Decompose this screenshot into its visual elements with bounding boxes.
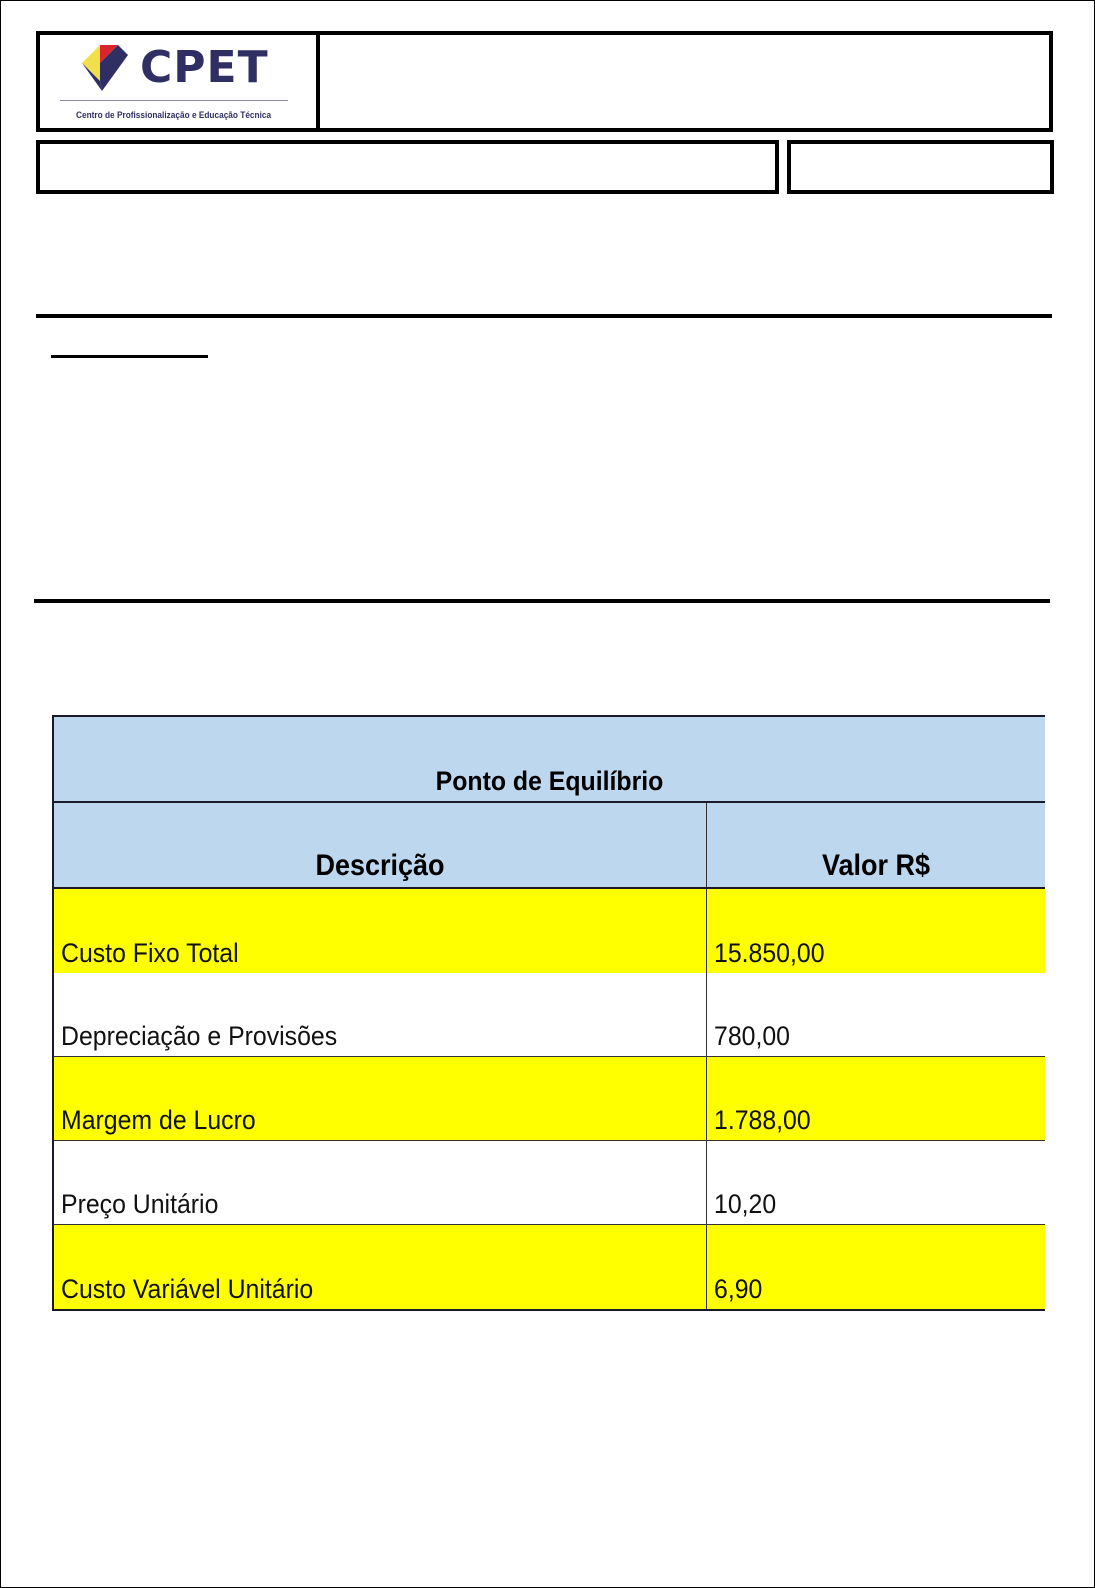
- column-header-label: Valor R$: [821, 849, 931, 882]
- info-box-left: [36, 140, 779, 194]
- header-box: [36, 31, 1053, 132]
- section-divider-bottom: [34, 599, 1050, 603]
- row-value: 1.788,00: [714, 1105, 811, 1135]
- row-value-cell: [707, 1225, 1045, 1309]
- row-label-cell: [54, 1057, 707, 1140]
- table-row: [54, 1141, 1045, 1225]
- row-value-cell: [707, 889, 1045, 973]
- logo-divider: [60, 100, 288, 101]
- break-even-table: [52, 715, 1045, 1311]
- row-label: Depreciação e Provisões: [61, 1021, 338, 1051]
- row-value-cell: [707, 1141, 1045, 1224]
- table-header-row: [54, 803, 1045, 889]
- cpet-diamond-icon: [80, 43, 130, 93]
- row-value: 780,00: [714, 1021, 790, 1051]
- row-value: 10,20: [714, 1189, 777, 1219]
- row-label-cell: [54, 1225, 707, 1309]
- table-row: [54, 1057, 1045, 1141]
- logo-brand-text: CPET: [140, 42, 269, 93]
- table-row: [54, 889, 1045, 973]
- row-value: 15.850,00: [714, 938, 825, 968]
- row-label: Preço Unitário: [61, 1189, 219, 1219]
- column-header-description: [54, 803, 707, 887]
- row-label: Custo Variável Unitário: [61, 1274, 314, 1304]
- column-header-label: Descrição: [315, 849, 445, 882]
- row-label-cell: [54, 973, 707, 1056]
- table-title: Ponto de Equilíbrio: [435, 766, 664, 796]
- cpet-logo: [40, 35, 316, 128]
- blank-underline: [51, 355, 208, 358]
- table-row: [54, 973, 1045, 1057]
- column-header-value: [707, 803, 1045, 887]
- table-title-row: [54, 717, 1045, 803]
- info-box-right: [787, 140, 1054, 194]
- row-value-cell: [707, 1057, 1045, 1140]
- row-label-cell: [54, 1141, 707, 1224]
- logo-subtitle: Centro de Profissionalização e Educação Técnica: [76, 110, 272, 120]
- row-value-cell: [707, 973, 1045, 1056]
- section-divider-top: [36, 314, 1052, 318]
- row-label: Custo Fixo Total: [61, 938, 239, 968]
- row-label: Margem de Lucro: [61, 1105, 256, 1135]
- row-label-cell: [54, 889, 707, 973]
- row-value: 6,90: [714, 1274, 763, 1304]
- table-row: [54, 1225, 1045, 1309]
- header-box-divider: [316, 35, 320, 128]
